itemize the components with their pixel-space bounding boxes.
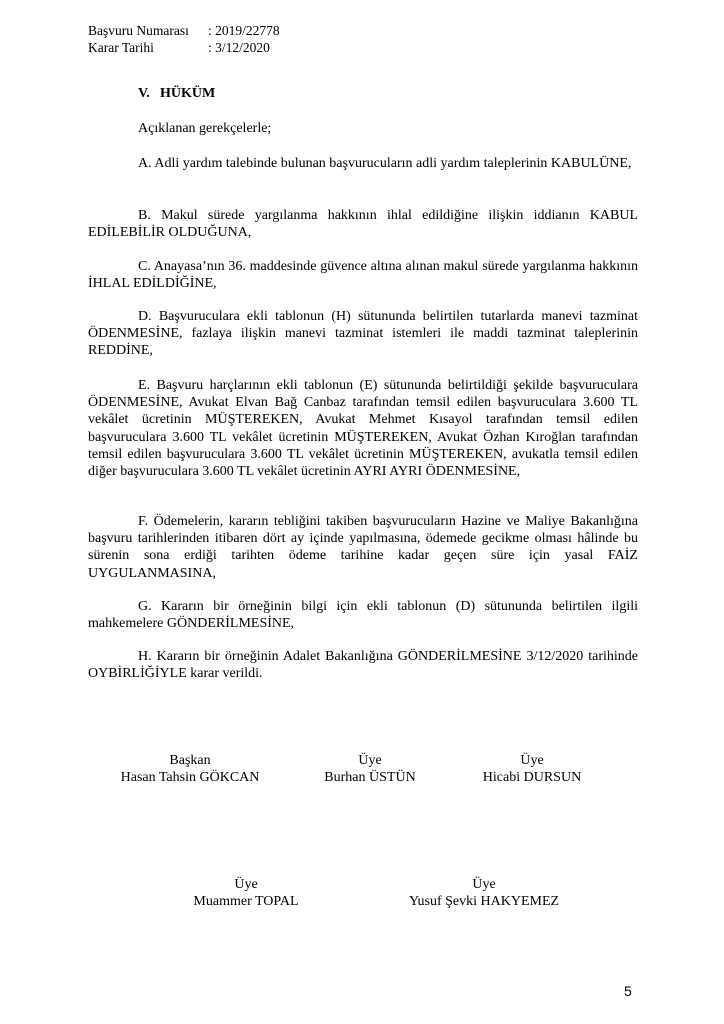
ruling-paragraph-g: G. Kararın bir örneğinin bilgi için ekli tablonun (D) sütununda belirtilen ilgili mahkemelere GÖNDERİLMESİNE, xyxy=(88,599,638,632)
signature-member-4 xyxy=(402,876,566,910)
signature-name: Hasan Tahsin GÖKCAN xyxy=(120,770,260,785)
signature-role: Üye xyxy=(472,877,496,892)
decision-date-line xyxy=(88,39,270,56)
application-number-line xyxy=(88,22,280,39)
signature-name: Hicabi DURSUN xyxy=(482,770,582,785)
signature-role: Üye xyxy=(358,753,382,768)
ruling-paragraph-c: C. Anayasa’nın 36. maddesinde güvence altına alınan makul sürede yargılanma hakkının İHLAL EDİLDİĞİNE, xyxy=(88,259,638,292)
section-title: HÜKÜM xyxy=(160,86,216,101)
application-number-value: : 2019/22778 xyxy=(208,23,280,38)
ruling-paragraph-a: A. Adli yardım talebinde bulunan başvurucuların adli yardım taleplerinin KABULÜNE, xyxy=(138,156,632,171)
page-number: 5 xyxy=(624,983,632,999)
ruling-paragraph-f: F. Ödemelerin, kararın tebliğini takiben başvurucuların Hazine ve Maliye Bakanlığına başvuru tarihlerinden itibaren dört ay içinde yapılmasına, ödemede gecikme olması hâlinde bu sürenin sona erdiği tarihten ödeme tarihine kadar geçen süre için yasal FAİZ UYGULANMASINA, xyxy=(88,514,638,581)
signature-president xyxy=(108,752,272,786)
signature-role: Üye xyxy=(234,877,258,892)
decision-date-label: Karar Tarihi xyxy=(88,40,154,55)
signature-role: Üye xyxy=(520,753,544,768)
ruling-paragraph-h: H. Kararın bir örneğinin Adalet Bakanlığına GÖNDERİLMESİNE 3/12/2020 tarihinde OYBİRLİĞİYLE karar verildi. xyxy=(88,649,638,682)
intro-text: Açıklanan gerekçelerle; xyxy=(138,121,272,136)
ruling-paragraph-d: D. Başvuruculara ekli tablonun (H) sütununda belirtilen tutarlarda manevi tazminat ÖDENMESİNE, fazlaya ilişkin manevi tazminat istemleri ile maddi tazminat taleplerinin REDDİNE, xyxy=(88,309,638,359)
application-number-label: Başvuru Numarası xyxy=(88,23,189,38)
section-number: V. xyxy=(138,86,150,101)
ruling-paragraph-e: E. Başvuru harçlarının ekli tablonun (E) sütununda belirtildiği şekilde başvuruculara ÖDENMESİNE, Avukat Elvan Bağ Canbaz tarafından temsil edilen başvuruculara 3.600 TL vekâlet ücretinin MÜŞTEREKEN, Avukat Mehmet Kısayol tarafından temsil edilen başvuruculara 3.600 TL vekâlet ücretinin MÜŞTEREKEN, Avukat Özhan Kıroğlan tarafından temsil edilen başvuruculara 3.600 TL vekâlet ücretinin MÜŞTEREKEN, avukatla temsil edilen diğer başvuruculara 3.600 TL vekâlet ücretinin AYRI AYRI ÖDENMESİNE, xyxy=(88,378,638,480)
signature-role: Başkan xyxy=(169,753,211,768)
ruling-paragraph-b: B. Makul sürede yargılanma hakkının ihlal edildiğine ilişkin iddianın KABUL EDİLEBİLİR OLDUĞUNA, xyxy=(88,208,638,241)
signature-name: Muammer TOPAL xyxy=(193,894,299,909)
signature-name: Burhan ÜSTÜN xyxy=(324,770,416,785)
signature-member-1 xyxy=(306,752,434,786)
section-heading xyxy=(138,86,215,102)
signature-member-2 xyxy=(470,752,594,786)
decision-date-value: : 3/12/2020 xyxy=(208,40,270,55)
signature-name: Yusuf Şevki HAKYEMEZ xyxy=(408,894,560,909)
signature-member-3 xyxy=(184,876,308,910)
